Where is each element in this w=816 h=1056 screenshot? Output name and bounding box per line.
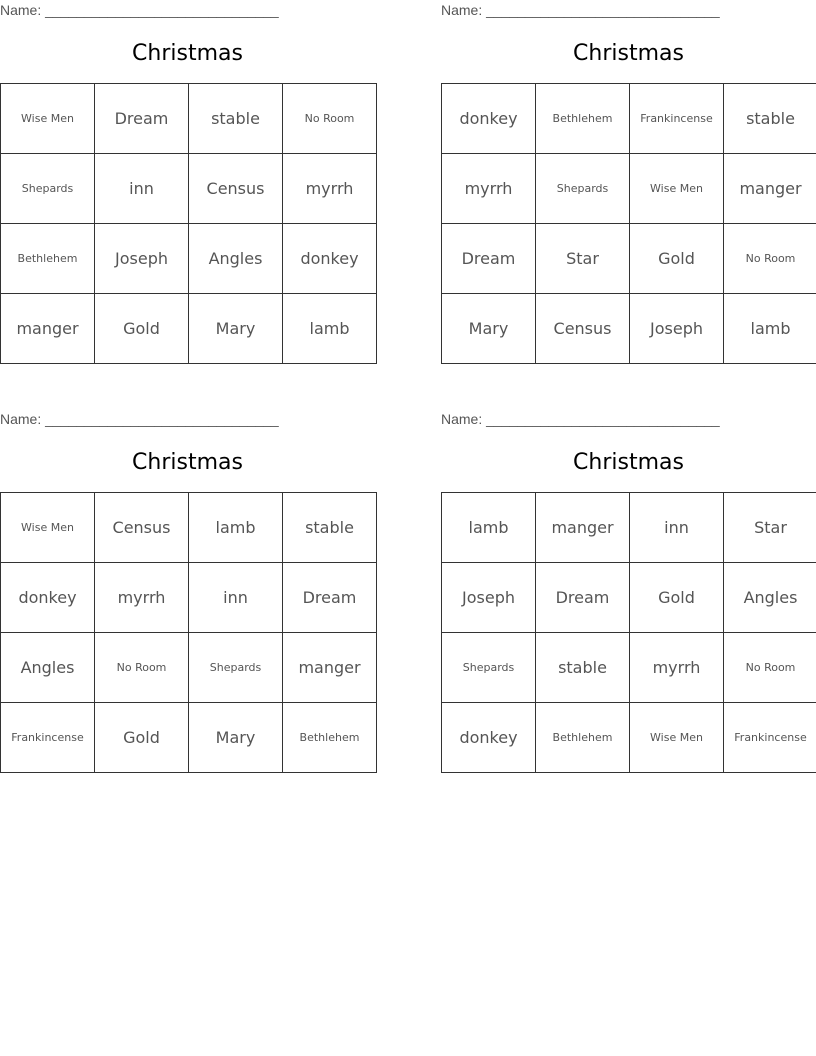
grid-cell: donkey [283,224,377,294]
grid-cell: Bethlehem [1,224,95,294]
grid-cell: stable [283,493,377,563]
grid-cell: Bethlehem [283,703,377,773]
grid-cell: Wise Men [1,493,95,563]
grid-row [1,633,377,703]
grid-cell: Bethlehem [536,84,630,154]
name-field-label: Name: ______________________________ [0,411,279,427]
grid-row [1,493,377,563]
grid-cell: Gold [95,703,189,773]
grid-cell: Frankincense [630,84,724,154]
name-field-label: Name: ______________________________ [441,411,720,427]
grid-cell: Star [536,224,630,294]
grid-cell: Angles [1,633,95,703]
grid-cell: Census [95,493,189,563]
grid-cell: manger [724,154,816,224]
grid-cell: manger [536,493,630,563]
grid-cell: No Room [283,84,377,154]
grid-row [442,633,816,703]
grid-cell: Dream [536,563,630,633]
grid-cell: Joseph [630,294,724,364]
grid-cell: Frankincense [1,703,95,773]
grid-row [1,294,377,364]
grid-cell: Census [536,294,630,364]
grid-row [442,154,816,224]
bingo-card-1 [0,0,375,365]
card-title: Christmas [573,450,684,475]
grid-row [442,294,816,364]
grid-row [1,224,377,294]
grid-cell: inn [189,563,283,633]
grid-cell: lamb [442,493,536,563]
grid-cell: Dream [442,224,536,294]
bingo-grid [0,492,377,773]
grid-cell: Angles [724,563,816,633]
grid-row [1,154,377,224]
bingo-card-2 [441,0,816,365]
grid-cell: Gold [630,224,724,294]
grid-cell: lamb [283,294,377,364]
grid-cell: Dream [283,563,377,633]
grid-cell: Dream [95,84,189,154]
grid-cell: Angles [189,224,283,294]
grid-cell: myrrh [442,154,536,224]
bingo-card-4 [441,409,816,774]
grid-cell: Frankincense [724,703,816,773]
grid-row [1,563,377,633]
grid-cell: donkey [442,703,536,773]
grid-cell: Gold [630,563,724,633]
bingo-grid [441,492,816,773]
grid-cell: Shepards [189,633,283,703]
grid-cell: stable [536,633,630,703]
grid-cell: Census [189,154,283,224]
grid-row [442,703,816,773]
grid-cell: stable [189,84,283,154]
grid-cell: manger [283,633,377,703]
grid-cell: lamb [724,294,816,364]
grid-cell: Wise Men [630,703,724,773]
grid-row [442,493,816,563]
grid-cell: Joseph [95,224,189,294]
grid-cell: Mary [189,294,283,364]
grid-cell: Star [724,493,816,563]
grid-cell: No Room [724,224,816,294]
grid-row [1,84,377,154]
card-title: Christmas [132,41,243,66]
grid-row [1,703,377,773]
grid-cell: Mary [189,703,283,773]
grid-cell: inn [630,493,724,563]
grid-cell: donkey [1,563,95,633]
grid-cell: Mary [442,294,536,364]
grid-cell: Gold [95,294,189,364]
card-title: Christmas [132,450,243,475]
grid-row [442,84,816,154]
grid-cell: No Room [95,633,189,703]
grid-cell: inn [95,154,189,224]
name-field-label: Name: ______________________________ [441,2,720,18]
grid-cell: myrrh [95,563,189,633]
grid-cell: lamb [189,493,283,563]
grid-cell: Shepards [1,154,95,224]
bingo-card-3 [0,409,375,774]
grid-cell: Wise Men [1,84,95,154]
grid-cell: myrrh [283,154,377,224]
grid-cell: myrrh [630,633,724,703]
grid-cell: Wise Men [630,154,724,224]
grid-row [442,224,816,294]
bingo-grid [441,83,816,364]
grid-cell: No Room [724,633,816,703]
grid-cell: Joseph [442,563,536,633]
grid-cell: Shepards [536,154,630,224]
grid-cell: manger [1,294,95,364]
grid-cell: Bethlehem [536,703,630,773]
grid-cell: donkey [442,84,536,154]
grid-cell: stable [724,84,816,154]
card-title: Christmas [573,41,684,66]
grid-row [442,563,816,633]
grid-cell: Shepards [442,633,536,703]
bingo-grid [0,83,377,364]
name-field-label: Name: ______________________________ [0,2,279,18]
